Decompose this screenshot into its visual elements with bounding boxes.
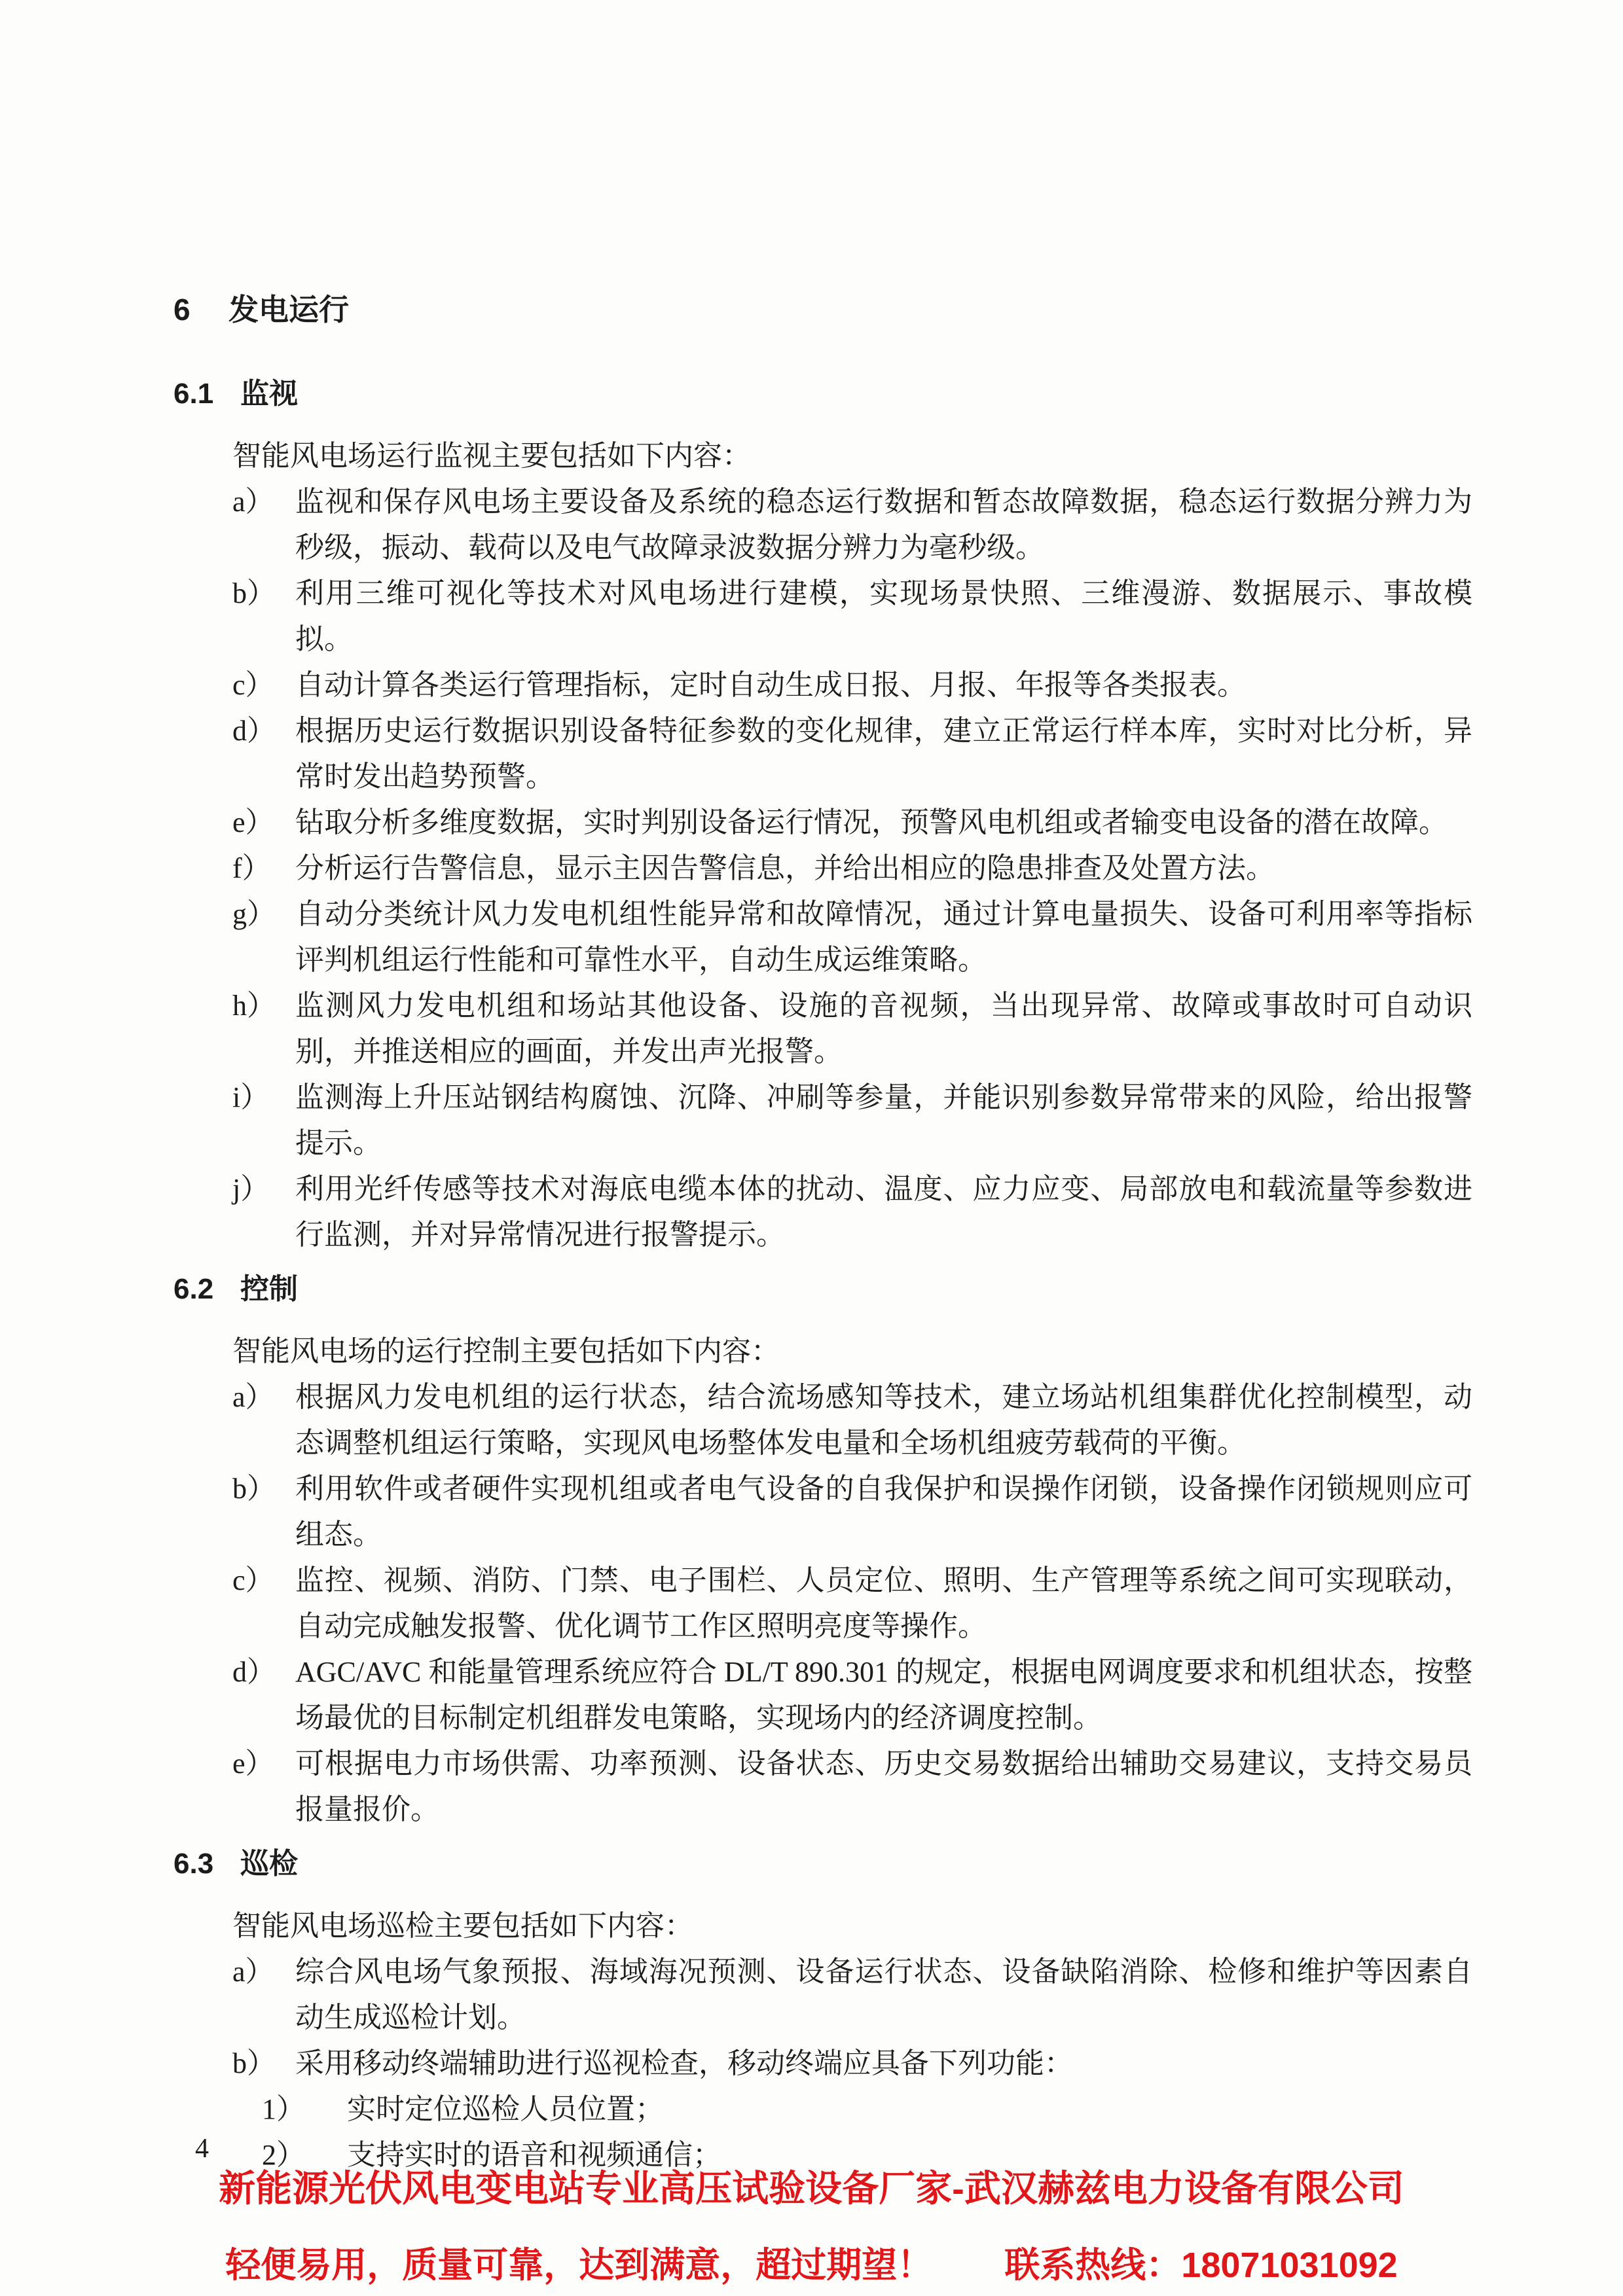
list-item [232,1466,1472,1558]
list-item-text: 可根据电力市场供需、功率预测、设备状态、历史交易数据给出辅助交易建议，支持交易员报量报价。 [295,1748,1472,1825]
list-item [232,662,1472,708]
section-title: 控制 [240,1273,298,1305]
chapter-heading [173,295,1472,325]
list-item-label: a） [232,486,274,518]
list-item [232,1949,1472,2041]
list-item-text: 自动计算各类运行管理指标，定时自动生成日报、月报、年报等各类报表。 [295,669,1246,701]
section-number: 6.1 [173,378,214,410]
section-intro: 智能风电场巡检主要包括如下内容： [232,1910,693,1942]
list-item [232,1166,1472,1258]
section-6-3-list [232,1949,1472,2178]
page-number: 4 [195,2134,209,2164]
list-item [232,1075,1472,1166]
list-item-label: e） [232,1748,274,1780]
chapter-title: 发电运行 [228,293,349,327]
list-item-text: 利用三维可视化等技术对风电场进行建模，实现场景快照、三维漫游、数据展示、事故模拟。 [295,577,1472,655]
sub-list-item [262,2087,1472,2132]
list-item-label: d） [232,1656,276,1688]
sub-list-item-label: 1） [262,2093,305,2125]
list-item-text: AGC/AVC 和能量管理系统应符合 DL/T 890.301 的规定，根据电网调度要求和机组状态，按整场最优的目标制定机组群发电策略，实现场内的经济调度控制。 [295,1656,1472,1734]
section-intro: 智能风电场运行监视主要包括如下内容： [232,440,751,472]
list-item-text: 自动分类统计风力发电机组性能异常和故障情况，通过计算电量损失、设备可利用率等指标评判机组运行性能和可靠性水平，自动生成运维策略。 [295,898,1472,976]
section-heading-6-3 [173,1850,1472,1878]
footer-slogan: 轻便易用，质量可靠，达到满意，超过期望！ [225,2246,933,2285]
list-item-text: 监测海上升压站钢结构腐蚀、沉降、冲刷等参量，并能识别参数异常带来的风险，给出报警提示。 [295,1081,1472,1159]
list-item-text: 根据历史运行数据识别设备特征参数的变化规律，建立正常运行样本库，实时对比分析，异常时发出趋势预警。 [295,715,1472,793]
chapter-number: 6 [173,293,191,327]
list-item [232,800,1472,846]
section-heading-6-2 [173,1275,1472,1304]
list-item-label: a） [232,1956,274,1988]
list-item-label: c） [232,669,274,701]
list-item [232,479,1472,571]
list-item [232,1558,1472,1649]
list-item-label: e） [232,806,274,838]
section-title: 巡检 [240,1848,298,1880]
section-number: 6.2 [173,1273,214,1305]
list-item [232,1741,1472,1833]
section-heading-6-1 [173,380,1472,408]
sub-list-item-text: 实时定位巡检人员位置； [347,2093,664,2125]
list-item-text: 采用移动终端辅助进行巡视检查，移动终端应具备下列功能： [295,2047,1073,2079]
list-item [232,1374,1472,1466]
list-item-text: 分析运行告警信息，显示主因告警信息，并给出相应的隐患排查及处置方法。 [295,852,1275,884]
footer-slogan-line [0,2245,1623,2286]
section-title: 监视 [240,378,298,410]
list-item [232,2041,1472,2087]
list-item [232,891,1472,983]
section-number: 6.3 [173,1848,214,1880]
list-item-label: f） [232,852,271,884]
list-item-label: d） [232,715,276,747]
footer-company-line: 新能源光伏风电变电站专业高压试验设备厂家-武汉赫兹电力设备有限公司 [219,2168,1404,2209]
list-item-text: 钻取分析多维度数据，实时判别设备运行情况，预警风电机组或者输变电设备的潜在故障。 [295,806,1448,838]
list-item [232,983,1472,1075]
sub-list-item-label: 2） [262,2139,305,2171]
list-item [232,1649,1472,1741]
list-item-label: b） [232,1473,276,1505]
list-item-label: b） [232,577,276,609]
list-item-label: g） [232,898,276,930]
list-item [232,846,1472,891]
sub-list-item-text: 支持实时的语音和视频通信； [347,2139,721,2171]
list-item-text: 利用软件或者硬件实现机组或者电气设备的自我保护和误操作闭锁，设备操作闭锁规则应可组态。 [295,1473,1472,1551]
list-item-text: 监控、视频、消防、门禁、电子围栏、人员定位、照明、生产管理等系统之间可实现联动，自动完成触发报警、优化调节工作区照明亮度等操作。 [295,1564,1472,1642]
list-item [232,708,1472,800]
list-item-text: 根据风力发电机组的运行状态，结合流场感知等技术，建立场站机组集群优化控制模型，动态调整机组运行策略，实现风电场整体发电量和全场机组疲劳载荷的平衡。 [295,1381,1472,1459]
list-item-text: 监测风力发电机组和场站其他设备、设施的音视频，当出现异常、故障或事故时可自动识别，并推送相应的画面，并发出声光报警。 [295,990,1472,1067]
list-item-text: 综合风电场气象预报、海域海况预测、设备运行状态、设备缺陷消除、检修和维护等因素自动生成巡检计划。 [295,1956,1472,2034]
section-6-2-list [232,1374,1472,1833]
list-item-label: a） [232,1381,274,1413]
list-item-label: c） [232,1564,274,1596]
list-item-label: i） [232,1081,270,1113]
list-item [232,571,1472,662]
list-item-label: h） [232,990,276,1022]
section-6-1-list [232,479,1472,1258]
list-item-label: b） [232,2047,276,2079]
section-intro: 智能风电场的运行控制主要包括如下内容： [232,1335,780,1367]
footer-hotline: 联系热线：18071031092 [1004,2246,1398,2285]
list-item-label: j） [232,1173,270,1205]
list-item-text: 利用光纤传感等技术对海底电缆本体的扰动、温度、应力应变、局部放电和载流量等参数进行监测，并对异常情况进行报警提示。 [295,1173,1472,1251]
list-item-text: 监视和保存风电场主要设备及系统的稳态运行数据和暂态故障数据，稳态运行数据分辨力为秒级，振动、载荷以及电气故障录波数据分辨力为毫秒级。 [295,486,1472,564]
